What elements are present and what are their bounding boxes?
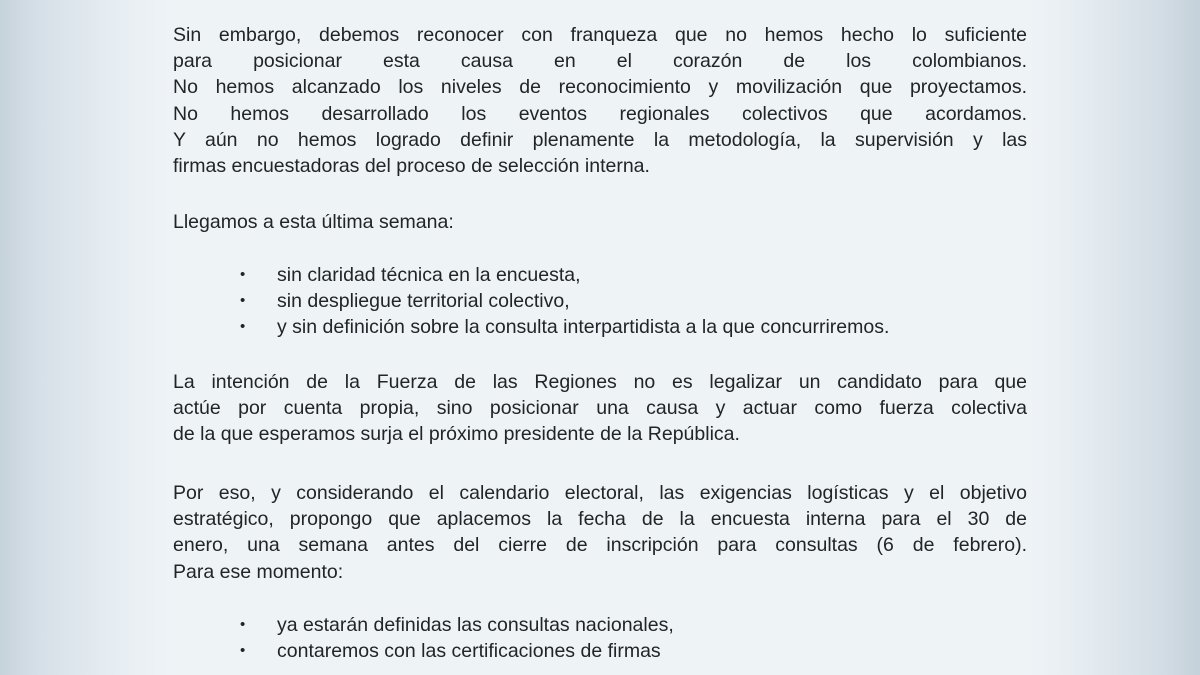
- paragraph-proposal: [173, 480, 1027, 585]
- text-line: Para ese momento:: [173, 560, 344, 583]
- list-item: [240, 638, 1040, 664]
- bullet-icon: •: [240, 266, 246, 283]
- text-line: firmas encuestadoras del proceso de selección interna.: [173, 155, 650, 178]
- bullet-icon: •: [240, 616, 246, 633]
- text-line: para posicionar esta causa en el corazón de los colombianos.: [173, 50, 1027, 73]
- text-line: enero, una semana antes del cierre de inscripción para consultas (6 de febrero).: [173, 534, 1027, 557]
- bullet-icon: •: [240, 292, 246, 310]
- text-line: Y aún no hemos logrado definir plenamente la metodología, la supervisión y las: [173, 128, 1027, 151]
- text-line: Por eso, y considerando el calendario electoral, las exigencias logísticas y el objetivo: [173, 482, 1027, 504]
- paragraph-last-week: [173, 209, 1027, 235]
- list-item-text: sin despliegue territorial colectivo,: [277, 290, 570, 313]
- bullet-icon: •: [240, 318, 246, 336]
- list-item-text: sin claridad técnica en la encuesta,: [277, 264, 581, 286]
- text-line: La intención de la Fuerza de las Regiones no es legalizar un candidato para que: [173, 371, 1027, 393]
- text-line: No hemos desarrollado los eventos regionales colectivos que acordamos.: [173, 102, 1027, 125]
- text-line: Llegamos a esta última semana:: [173, 211, 454, 233]
- bullet-icon: •: [240, 642, 246, 660]
- list-item: [240, 314, 1040, 340]
- text-line: No hemos alcanzado los niveles de reconocimiento y movilización que proyectamos.: [173, 76, 1027, 99]
- text-line: actúe por cuenta propia, sino posicionar una causa y actuar como fuerza colectiva: [173, 397, 1027, 420]
- list-item-text: ya estarán definidas las consultas nacionales,: [277, 614, 674, 636]
- list-item: [240, 612, 1040, 638]
- list-item: [240, 288, 1040, 314]
- bullet-list-outcomes: [240, 612, 1040, 664]
- list-item: [240, 262, 1040, 288]
- text-line: Sin embargo, debemos reconocer con franqueza que no hemos hecho lo suficiente: [173, 24, 1027, 46]
- paragraph-intro: [173, 22, 1027, 179]
- list-item-text: y sin definición sobre la consulta interpartidista a la que concurriremos.: [277, 316, 890, 339]
- paragraph-intention: [173, 369, 1027, 448]
- text-line: de la que esperamos surja el próximo presidente de la República.: [173, 423, 740, 446]
- text-line: estratégico, propongo que aplacemos la fecha de la encuesta interna para el 30 de: [173, 508, 1027, 531]
- list-item-text: contaremos con las certificaciones de firmas: [277, 640, 661, 663]
- bullet-list-shortcomings: [240, 262, 1040, 341]
